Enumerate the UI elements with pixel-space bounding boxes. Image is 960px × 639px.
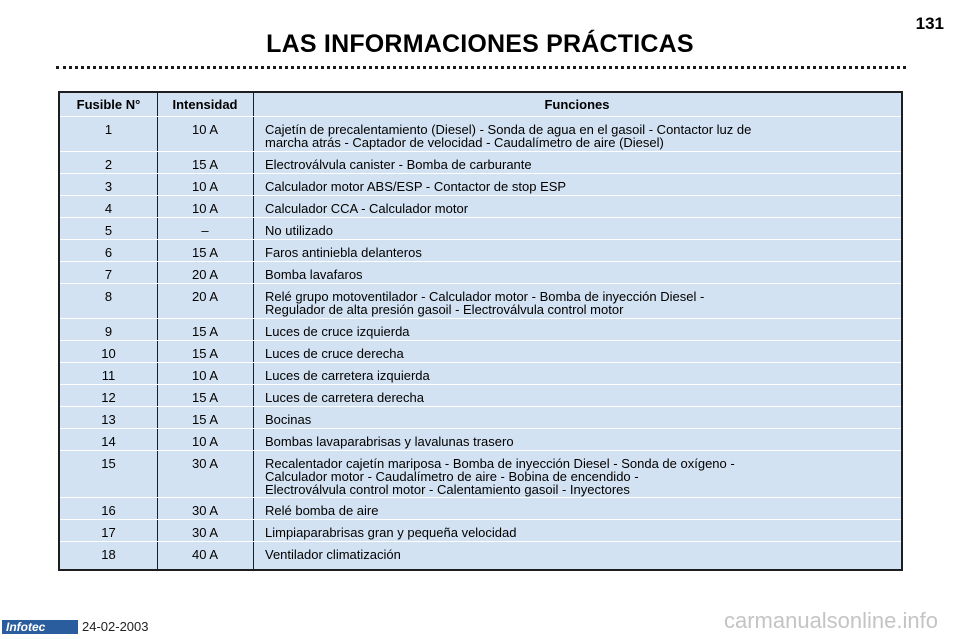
fuse-intensity: 10 A xyxy=(191,122,219,137)
fuse-number: 3 xyxy=(104,179,113,194)
fuse-number: 9 xyxy=(104,324,113,339)
fuse-number: 12 xyxy=(101,390,116,405)
page-title: LAS INFORMACIONES PRÁCTICAS xyxy=(266,30,694,58)
fuse-functions: Bomba lavafaros xyxy=(265,267,363,282)
table-row xyxy=(60,219,901,240)
fuse-intensity: 30 A xyxy=(191,503,219,518)
fuse-functions: Limpiaparabrisas gran y pequeña velocidad xyxy=(265,525,517,540)
fuse-number: 4 xyxy=(104,201,113,216)
fuse-number: 10 xyxy=(101,346,116,361)
fuse-number: 17 xyxy=(101,525,116,540)
fuse-functions: Calculador motor ABS/ESP - Contactor de stop ESP xyxy=(265,179,567,194)
fuse-number: 1 xyxy=(104,122,113,137)
table-row xyxy=(60,153,901,174)
table-row xyxy=(60,285,901,319)
table-row xyxy=(60,263,901,284)
table-row xyxy=(60,241,901,262)
fuse-functions: Luces de carretera izquierda xyxy=(265,368,430,383)
watermark: carmanualsonline.info xyxy=(723,608,938,633)
fuse-intensity: 20 A xyxy=(191,289,219,304)
header-functions: Funciones xyxy=(544,97,610,112)
fuse-intensity: 10 A xyxy=(191,179,219,194)
fuse-number: 8 xyxy=(104,289,113,304)
table-row xyxy=(60,452,901,498)
fuse-intensity: 15 A xyxy=(191,157,219,172)
fuse-functions: Luces de cruce derecha xyxy=(265,346,404,361)
fuse-number: 15 xyxy=(101,456,116,471)
fuse-functions: Faros antiniebla delanteros xyxy=(265,245,422,260)
fuse-intensity: 15 A xyxy=(191,324,219,339)
fuse-functions: Cajetín de precalentamiento (Diesel) - Sonda de agua en el gasoil - Contactor luz de marcha atrás - Captador de velocidad - Caudalímetro de aire (Diesel) xyxy=(265,122,752,150)
fuse-number: 14 xyxy=(101,434,116,449)
fuse-number: 13 xyxy=(101,412,116,427)
fuse-functions: Recalentador cajetín mariposa - Bomba de inyección Diesel - Sonda de oxígeno - Calculador motor - Caudalímetro de aire - Bobina de encendido - Electroválvula control motor - Calentamiento gasoil - Inyectores xyxy=(265,456,735,497)
fuse-functions: Relé grupo motoventilador - Calculador motor - Bomba de inyección Diesel - Regulador de alta presión gasoil - Electroválvula control motor xyxy=(265,289,705,317)
title-divider xyxy=(56,66,906,69)
table-row xyxy=(60,320,901,341)
table-row xyxy=(60,342,901,363)
table-row xyxy=(60,499,901,520)
fuse-functions: Electroválvula canister - Bomba de carburante xyxy=(265,157,532,172)
fuse-intensity: 10 A xyxy=(191,368,219,383)
fuse-intensity: 30 A xyxy=(191,456,219,471)
fuse-intensity: 15 A xyxy=(191,412,219,427)
fuse-functions: Bombas lavaparabrisas y lavalunas trasero xyxy=(265,434,514,449)
fuse-intensity: 30 A xyxy=(191,525,219,540)
fuse-intensity: 20 A xyxy=(191,267,219,282)
fuse-intensity: 15 A xyxy=(191,390,219,405)
fuse-intensity: 10 A xyxy=(191,201,219,216)
fuse-intensity: – xyxy=(201,223,209,238)
infotec-logo: Infotec xyxy=(2,620,78,634)
fuse-functions: Relé bomba de aire xyxy=(265,503,379,518)
fuse-number: 11 xyxy=(101,368,116,383)
fuse-table xyxy=(58,91,903,571)
table-row xyxy=(60,408,901,429)
header-intensity: Intensidad xyxy=(172,97,238,112)
fuse-functions: Luces de cruce izquierda xyxy=(265,324,410,339)
fuse-number: 2 xyxy=(104,157,113,172)
fuse-functions: Calculador CCA - Calculador motor xyxy=(265,201,469,216)
fuse-intensity: 15 A xyxy=(191,346,219,361)
fuse-number: 16 xyxy=(101,503,116,518)
fuse-functions: Ventilador climatización xyxy=(265,547,401,562)
table-row xyxy=(60,543,901,565)
table-row xyxy=(60,197,901,218)
table-row xyxy=(60,175,901,196)
page-number: 131 xyxy=(915,14,944,33)
fuse-number: 18 xyxy=(101,547,116,562)
table-row xyxy=(60,386,901,407)
fuse-functions: Luces de carretera derecha xyxy=(265,390,424,405)
fuse-functions: No utilizado xyxy=(265,223,333,238)
fuse-intensity: 15 A xyxy=(191,245,219,260)
fuse-intensity: 40 A xyxy=(191,547,219,562)
fuse-number: 7 xyxy=(104,267,113,282)
fuse-number: 6 xyxy=(104,245,113,260)
table-row xyxy=(60,118,901,152)
header-fuse-number: Fusible N° xyxy=(76,97,141,112)
fuse-functions: Bocinas xyxy=(265,412,312,427)
footer-date: 24-02-2003 xyxy=(82,619,149,634)
table-row xyxy=(60,364,901,385)
fuse-intensity: 10 A xyxy=(191,434,219,449)
table-row xyxy=(60,521,901,542)
fuse-number: 5 xyxy=(104,223,113,238)
table-header xyxy=(60,93,901,117)
table-row xyxy=(60,430,901,451)
